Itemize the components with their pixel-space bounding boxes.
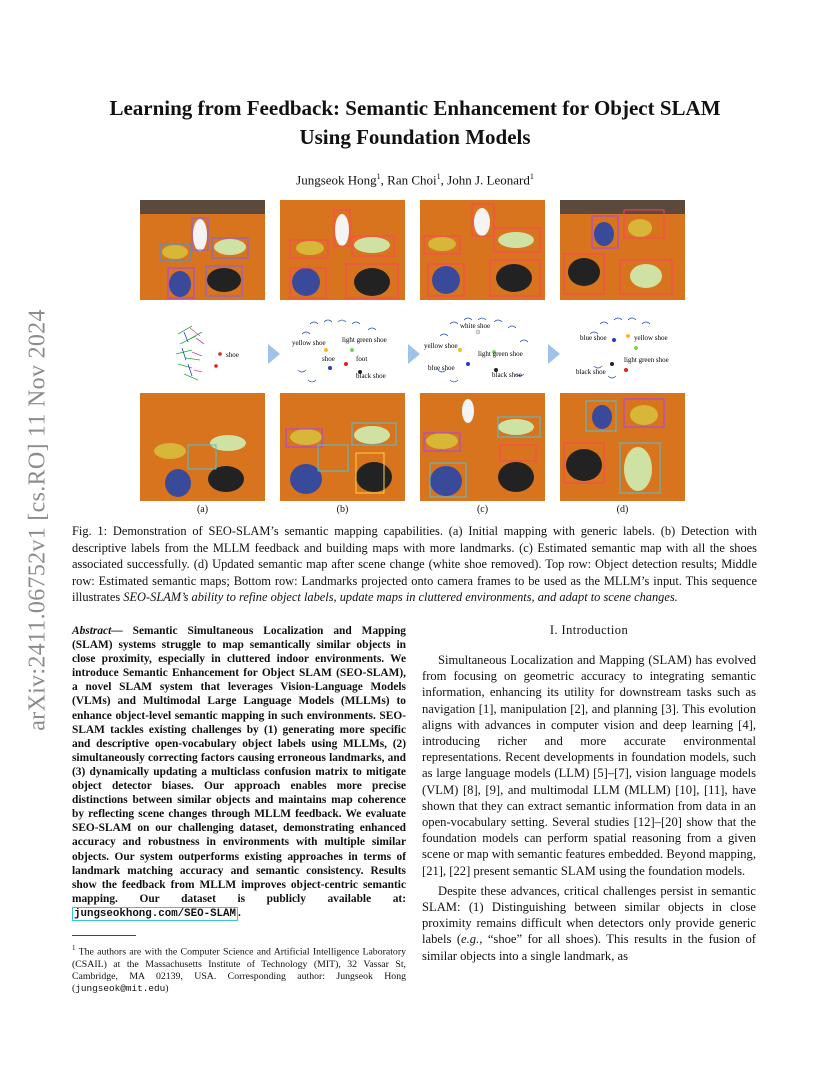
map-label: shoe [322, 355, 335, 363]
map-plot [420, 314, 545, 392]
abstract-text: — Semantic Simultaneous Localization and Mapping (SLAM) systems struggle to map semantically similar objects in close proximity, especially in cluttered indoor environments. We introduce Semantic Enhancement for Object SLAM (SEO-SLAM), a novel SLAM system that leverages Vision-Language Models (VLMs) and Multimodal Large Language Models (MLLMs) to enhance object-level semantic mapping in such environments. SEO-SLAM tackles existing challenges by (1) generating more specific and descriptive open-vocabulary object labels using MLLMs, (2) simultaneously correcting factors causing erroneous landmarks, and (3) dynamically updating a multiclass confusion matrix to mitigate object detector biases. Our approach enables more precise distinctions between similar objects and maintains map coherence by reflecting scene changes through MLLM feedback. We evaluate SEO-SLAM on our challenging dataset, demonstrating enhanced accuracy and robustness in environments with multiple similar objects. Our system outperforms existing approaches in terms of landmark matching accuracy and semantic consistency. Results show the feedback from MLLM improves object-centric semantic mapping. Our dataset is publicly available at: [72, 625, 406, 905]
caption-label: Fig. 1: [72, 524, 108, 538]
intro-p2-text-b: , “shoe” for all shoes). This results in the fusion of similar objects into a single landmark, as [422, 932, 756, 963]
footnote-end: ) [165, 983, 169, 995]
intro-paragraph-1: Simultaneous Localization and Mapping (SLAM) has evolved from focusing on geometric accuracy to integrating semantic information, enhancing its utility for downstream tasks such as navigation [1], manipulation [2], and planning [3]. This evolution aligns with advances in computer vision and deep learning [4], introducing richer and more accurate environmental representations. Recent developments in foundation models, such as large language models (LLM) [5]–[7], vision language models (VLM) [8], [9], and multimodal LLM (MLLM) [10], [11], have shown that they can extract semantic information from data in an open-vocabulary setting. Several studies [12]–[20] show that the foundation models can perform spatial reasoning from a given scene or map with semantic features embedded. Beyond mapping, [21], [22] present semantic SLAM using the foundation models. [422, 653, 756, 878]
author-email[interactable]: jungseok@mit.edu [75, 983, 166, 995]
map-label: blue shoe [580, 334, 607, 342]
map-label: yellow shoe [634, 334, 668, 342]
arxiv-side-identifier [16, 280, 60, 760]
map-plot [140, 314, 265, 392]
dataset-link[interactable]: jungseokhong.com/SEO-SLAM [74, 907, 236, 920]
intro-p2-eg: e.g. [461, 932, 480, 947]
author-list: Jungseok Hong$^1$, Ran Choi$^1$, John J. Leonard$^1$ [296, 172, 534, 188]
caption-text: Demonstration of SEO-SLAM’s semantic mapping capabilities. (a) Initial mapping with generic labels. (b) Detection with descriptive labels from the MLLM feedback and building maps with more landmarks. (c) Estimated semantic map with all the shoes associated successfully. (d) Updated semantic map after scene change (white shoe removed). Top row: Object detection results; Middle row: Estimated semantic maps; Bottom row: Landmarks projected onto camera frames to be used as the MLLM’s input. This sequence illustrates [72, 524, 757, 605]
map-label: foot [356, 355, 368, 363]
detection-image [560, 200, 685, 300]
projection-photo [560, 393, 685, 501]
map-label: black shoe [356, 372, 386, 380]
map-label: blue shoe [428, 364, 455, 372]
figure-caption [72, 523, 757, 606]
detection-image [280, 200, 405, 300]
author-affiliation: 1 [376, 172, 381, 181]
map-label: yellow shoe [424, 342, 458, 350]
intro-paragraph-2 [422, 883, 756, 964]
figure-1 [140, 200, 700, 518]
detection-photo [280, 200, 405, 300]
detection-photo [420, 200, 545, 300]
author-name: Jungseok Hong [296, 172, 377, 188]
figure-column-d [560, 200, 685, 515]
title-line-2: Using Foundation Models [299, 125, 531, 149]
introduction-body [422, 652, 756, 964]
abstract [72, 624, 406, 921]
projection-image [560, 393, 685, 501]
author-affiliation: 1 [529, 172, 534, 181]
map-label: black shoe [576, 368, 606, 376]
projection-image [420, 393, 545, 501]
projection-photo [420, 393, 545, 501]
column-label: (a) [196, 504, 209, 515]
map-label: shoe [226, 351, 239, 359]
detection-image [420, 200, 545, 300]
footnote-text: The authors are with the Computer Science and Artificial Intelligence Laboratory (CSAIL) at the Massachusetts Institute of Technology (MIT), 32 Vassar St, Cambridge, MA 02139, USA. Corresponding author: Jungseok Hong ( [72, 946, 406, 995]
semantic-map [140, 314, 265, 392]
paper-title [70, 94, 760, 152]
semantic-map [280, 314, 405, 392]
author-name: John J. Leonard [447, 172, 530, 188]
semantic-map [560, 314, 685, 392]
column-label: (c) [476, 504, 489, 515]
footnote-rule [72, 935, 136, 936]
author-affiliation: 1 [436, 172, 441, 181]
projection-photo [140, 393, 265, 501]
column-label: (d) [616, 504, 629, 515]
figure-column-b [280, 200, 405, 515]
projection-image [140, 393, 265, 501]
projection-image [280, 393, 405, 501]
map-label: light green shoe [478, 350, 523, 358]
figure-column-a [140, 200, 265, 515]
section-heading: I. Introduction [549, 623, 629, 637]
caption-emphasis: SEO-SLAM’s ability to refine object labels, update maps in cluttered environments, and adapt to scene changes. [123, 590, 678, 605]
map-plot [280, 314, 405, 392]
abstract-lead: Abstract [72, 625, 112, 637]
map-label: light green shoe [624, 356, 669, 364]
map-label: light green shoe [342, 336, 387, 344]
footnote [72, 942, 406, 996]
detection-image [140, 200, 265, 300]
detection-photo [140, 200, 265, 300]
semantic-map [420, 314, 545, 392]
map-label: white shoe [460, 322, 491, 330]
map-label: black shoe [492, 371, 522, 379]
title-line-1: Learning from Feedback: Semantic Enhancement for Object SLAM [109, 96, 721, 120]
intro-p2-text-a: Despite these advances, critical challenges persist in semantic SLAM: (1) Distinguishing between similar objects in close proximity remains difficult when detectors only provide generic labels ( [422, 883, 756, 947]
author-name: Ran Choi [387, 172, 437, 188]
figure-column-c [420, 200, 545, 515]
arxiv-id-text: arXiv:2411.06752v1 [cs.RO] 11 Nov 2024 [24, 309, 51, 731]
detection-photo [560, 200, 685, 300]
column-label: (b) [336, 504, 349, 515]
abstract-end: . [237, 906, 241, 919]
footnote-mark: 1 [72, 944, 76, 952]
projection-photo [280, 393, 405, 501]
map-label: yellow shoe [292, 339, 326, 347]
map-plot [560, 314, 685, 392]
